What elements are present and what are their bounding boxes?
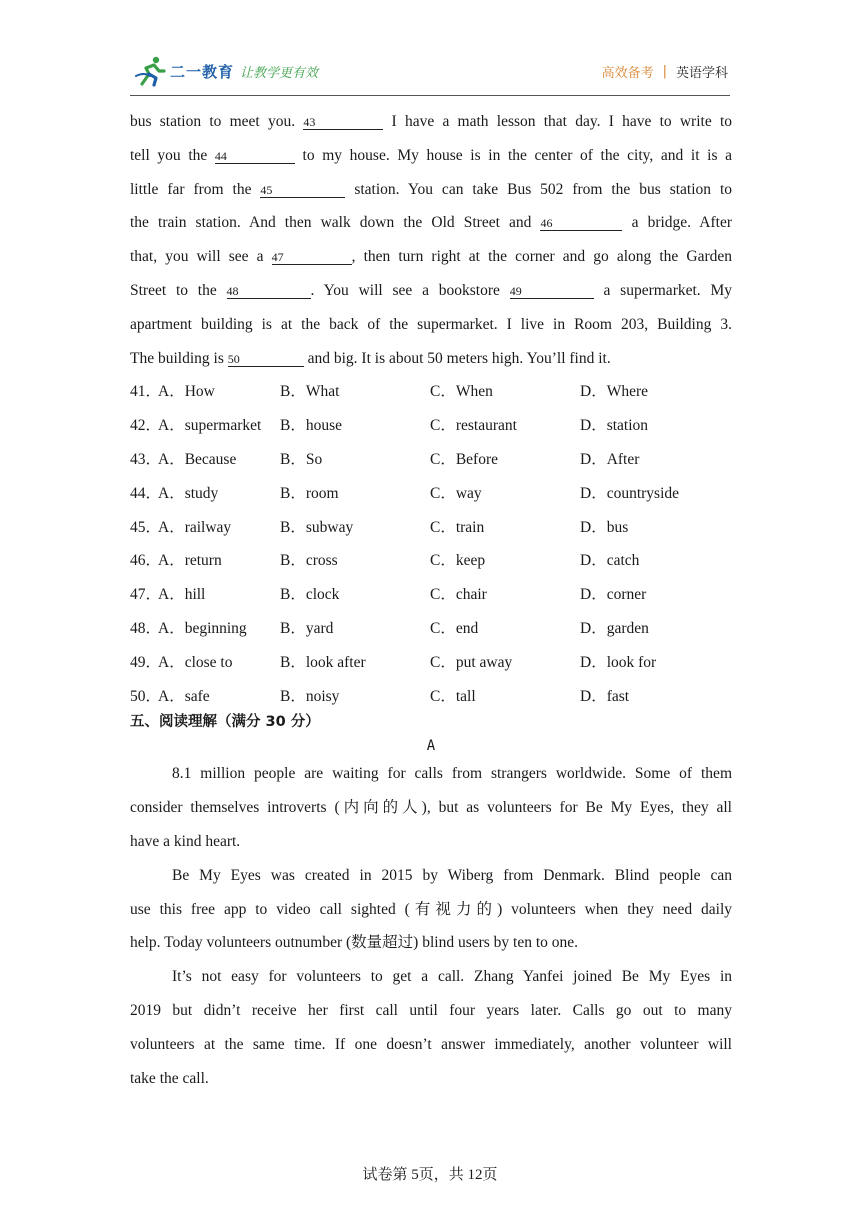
passage-line: 2019 but didn’t receive her first call until four years later. Calls go out to many: [130, 1001, 732, 1019]
cloze-blank: 43: [303, 115, 383, 130]
option-c: C．train: [430, 518, 485, 536]
reading-passage: [130, 757, 732, 1095]
logo: [134, 54, 318, 88]
cloze-line: [130, 105, 732, 139]
cloze-text: a bridge. After: [622, 214, 732, 232]
option-b: B．clock: [280, 586, 340, 604]
option-c: C．keep: [430, 552, 486, 570]
passage-line: consider themselves introverts (内向的人), but as volunteers for Be My Eyes, they all: [130, 799, 732, 817]
passage-paragraph: [130, 960, 732, 1095]
option-b: B．cross: [280, 552, 338, 570]
option-row: [130, 443, 732, 477]
option-c: C．restaurant: [430, 417, 517, 435]
passage-line: use this free app to video call sighted (有视力的) volunteers when they need daily: [130, 900, 732, 918]
cloze-passage: [130, 105, 732, 375]
option-a: A．Because: [158, 450, 237, 468]
option-row: [130, 680, 732, 714]
passage-line: volunteers at the same time. If one doesn’t answer immediately, another volunteer will: [130, 1035, 732, 1053]
page-footer: 试卷第 5页，共 12页: [362, 1167, 498, 1183]
passage-line: 8.1 million people are waiting for calls from strangers worldwide. Some of them: [172, 765, 732, 783]
cloze-blank: 44: [215, 149, 295, 164]
question-number: 44．: [130, 484, 162, 502]
passage-line: Be My Eyes was created in 2015 by Wiberg from Denmark. Blind people can: [172, 866, 732, 884]
question-number: 43．: [130, 450, 162, 468]
option-a: A．How: [158, 383, 215, 401]
option-d: D．countryside: [580, 484, 680, 502]
option-c: C．chair: [430, 586, 487, 604]
cloze-line: [130, 173, 732, 207]
option-c: C．put away: [430, 653, 513, 671]
option-a: A．beginning: [158, 619, 247, 637]
option-a: A．safe: [158, 687, 210, 705]
passage-line: It’s not easy for volunteers to get a call. Zhang Yanfei joined Be My Eyes in: [172, 968, 732, 986]
cloze-line: [130, 274, 732, 308]
option-b: B．look after: [280, 653, 366, 671]
option-c: C．When: [430, 383, 493, 401]
option-b: B．room: [280, 484, 339, 502]
option-d: D．After: [580, 450, 640, 468]
option-b: B．What: [280, 383, 340, 401]
cloze-text: . You will see a bookstore: [310, 281, 510, 299]
option-b: B．subway: [280, 518, 354, 536]
option-b: B．house: [280, 417, 343, 435]
cloze-text: , then turn right at the corner and go along the Garden: [351, 248, 733, 266]
cloze-line: [130, 240, 732, 274]
cloze-text: a supermarket. My: [593, 281, 732, 299]
option-d: D．look for: [580, 653, 657, 671]
option-row: [130, 375, 732, 409]
option-row: [130, 578, 732, 612]
cloze-blank: 45: [260, 183, 345, 198]
question-number: 45．: [130, 518, 162, 536]
cloze-text: bus station to meet you.: [130, 113, 304, 130]
page-content: [130, 105, 732, 1095]
passage-line: take the call.: [130, 1069, 209, 1087]
option-row: [130, 544, 732, 578]
question-number: 41．: [130, 383, 162, 401]
cloze-text: The building is: [130, 349, 228, 367]
option-a: A．return: [158, 552, 222, 570]
option-a: A．study: [158, 484, 219, 502]
question-number: 42．: [130, 417, 162, 435]
cloze-blank: 47: [272, 250, 352, 265]
option-row: [130, 511, 732, 545]
passage-letter: A: [426, 738, 436, 755]
logo-name: 二一教育: [170, 62, 235, 81]
cloze-text: station. You can take Bus 502 from the bus station to: [345, 180, 733, 198]
option-c: C．way: [430, 484, 482, 502]
passage-line: have a kind heart.: [130, 832, 241, 850]
cloze-text: little far from the: [130, 180, 261, 198]
option-c: C．Before: [430, 450, 499, 468]
option-b: B．yard: [280, 619, 334, 637]
passage-line: help. Today volunteers outnumber (数量超过) blind users by ten to one.: [130, 934, 579, 952]
cloze-blank: 48: [227, 284, 311, 299]
cloze-blank: 46: [540, 216, 622, 231]
option-a: A．railway: [158, 518, 232, 536]
option-a: A．hill: [158, 586, 206, 604]
option-d: D．fast: [580, 687, 630, 705]
header-separator: |: [662, 64, 667, 79]
cloze-text: and big. It is about 50 meters high. You’ll find it.: [303, 349, 611, 367]
option-b: B．So: [280, 450, 323, 468]
cloze-line: [130, 206, 732, 240]
header-prep-label: 高效备考: [601, 66, 654, 81]
question-number: 48．: [130, 619, 162, 637]
section-title: 五、阅读理解（满分 30 分）: [130, 714, 320, 731]
option-d: D．station: [580, 417, 649, 435]
question-number: 47．: [130, 586, 162, 604]
option-c: C．tall: [430, 687, 476, 705]
passage-paragraph: [130, 859, 732, 960]
cloze-text: the train station. And then walk down the Old Street and: [130, 214, 541, 232]
page-header: [130, 52, 730, 94]
option-a: A．close to: [158, 653, 233, 671]
option-a: A．supermarket: [158, 417, 262, 435]
cloze-line: [130, 139, 732, 173]
header-divider: [130, 95, 730, 96]
cloze-text: apartment building is at the back of the supermarket. I live in Room 203, Building 3.: [130, 315, 732, 333]
option-row: [130, 409, 732, 443]
header-subject-label: 英语学科: [675, 66, 728, 81]
cloze-text: tell you the: [130, 146, 215, 164]
question-number: 49．: [130, 653, 162, 671]
option-d: D．corner: [580, 586, 647, 604]
question-number: 46．: [130, 552, 162, 570]
passage-paragraph: [130, 757, 732, 858]
options-list: [130, 375, 732, 713]
option-d: D．garden: [580, 619, 649, 637]
logo-slogan: 让教学更有效: [240, 65, 319, 81]
runner-logo-icon: [134, 54, 168, 88]
question-number: 50．: [130, 687, 162, 705]
option-d: D．catch: [580, 552, 640, 570]
cloze-line: [130, 342, 732, 376]
option-row: [130, 612, 732, 646]
cloze-text: Street to the: [130, 281, 227, 299]
cloze-blank: 49: [510, 284, 594, 299]
header-subject: [602, 62, 728, 81]
option-row: [130, 646, 732, 680]
option-c: C．end: [430, 619, 479, 637]
option-row: [130, 477, 732, 511]
cloze-blank: 50: [228, 352, 304, 367]
cloze-text: I have a math lesson that day. I have to write to: [383, 113, 733, 130]
option-d: D．Where: [580, 383, 648, 401]
option-d: D．bus: [580, 518, 629, 536]
cloze-text: that, you will see a: [130, 248, 272, 266]
cloze-text: to my house. My house is in the center of the city, and it is a: [294, 146, 732, 164]
option-b: B．noisy: [280, 687, 340, 705]
cloze-line: [130, 308, 732, 342]
